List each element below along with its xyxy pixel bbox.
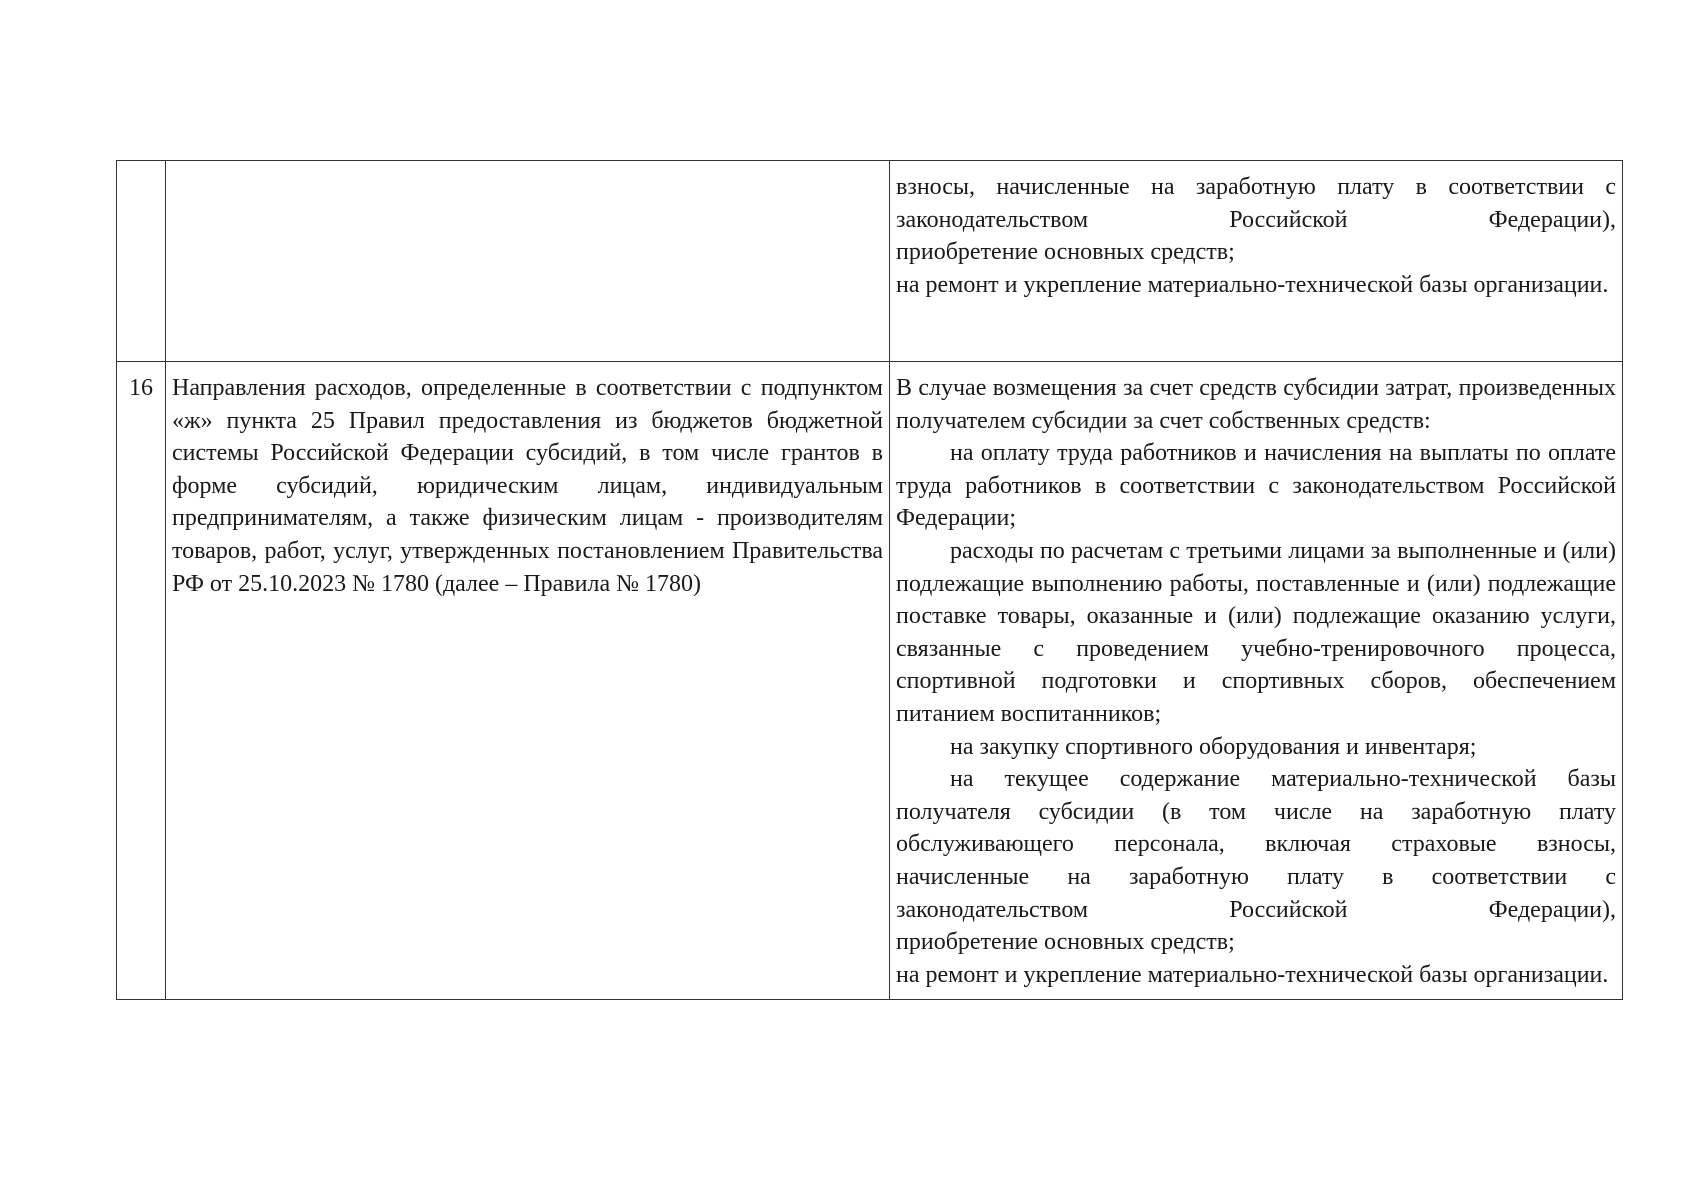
condition-paragraph: на текущее содержание материально-технической базы получателя субсидии (в том числе на заработную плату обслуживающего персонала, включая страховые взносы, начисленные на заработную плату в соответствии с законодательством Российской Федерации),	[896, 766, 1616, 923]
condition-paragraph: на оплату труда работников и начисления на выплаты по оплате труда работников в соответствии с законодательством Российской Федерации;	[896, 440, 1616, 532]
expense-direction-cell: Направления расходов, определенные в соответствии с подпунктом «ж» пункта 25 Правил предоставления из бюджетов бюджетной системы Российской Федерации субсидий, в том числе грантов в форме субсидий, юридическим лицам, индивидуальным предпринимателям, а также физическим лицам - производителям товаров, работ, услуг, утвержденных постановлением Правительства РФ от 25.10.2023 № 1780 (далее – Правила № 1780)	[166, 362, 890, 1000]
condition-paragraph: на ремонт и укрепление материально-технической базы организации.	[896, 961, 1609, 988]
table-row	[117, 362, 1623, 1000]
row-number-cell	[117, 161, 166, 362]
table-row	[117, 161, 1623, 362]
row-number-cell: 16	[117, 362, 166, 1000]
condition-paragraph: на закупку спортивного оборудования и инвентаря;	[950, 733, 1477, 760]
conditions-cell	[890, 161, 1623, 362]
expense-direction-cell	[166, 161, 890, 362]
subsidy-table	[116, 160, 1623, 1000]
condition-paragraph: расходы по расчетам с третьими лицами за выполненные и (или) подлежащие выполнению работы, поставленные и (или) подлежащие поставке товары, оказанные и (или) подлежащие оказанию услуги, связанные с проведением учебно-тренировочного процесса, спортивной подготовки и спортивных сборов, обеспечением питанием воспитанников;	[896, 537, 1616, 727]
conditions-cell	[890, 362, 1623, 1000]
condition-paragraph: приобретение основных средств;	[896, 239, 1235, 266]
condition-paragraph: приобретение основных средств;	[896, 929, 1235, 956]
condition-paragraph: взносы, начисленные на заработную плату в соответствии с законодательством Российской Федерации),	[896, 174, 1616, 233]
condition-paragraph: В случае возмещения за счет средств субсидии затрат, произведенных получателем субсидии за счет собственных средств:	[896, 375, 1616, 434]
condition-paragraph: на ремонт и укрепление материально-технической базы организации.	[896, 271, 1609, 298]
